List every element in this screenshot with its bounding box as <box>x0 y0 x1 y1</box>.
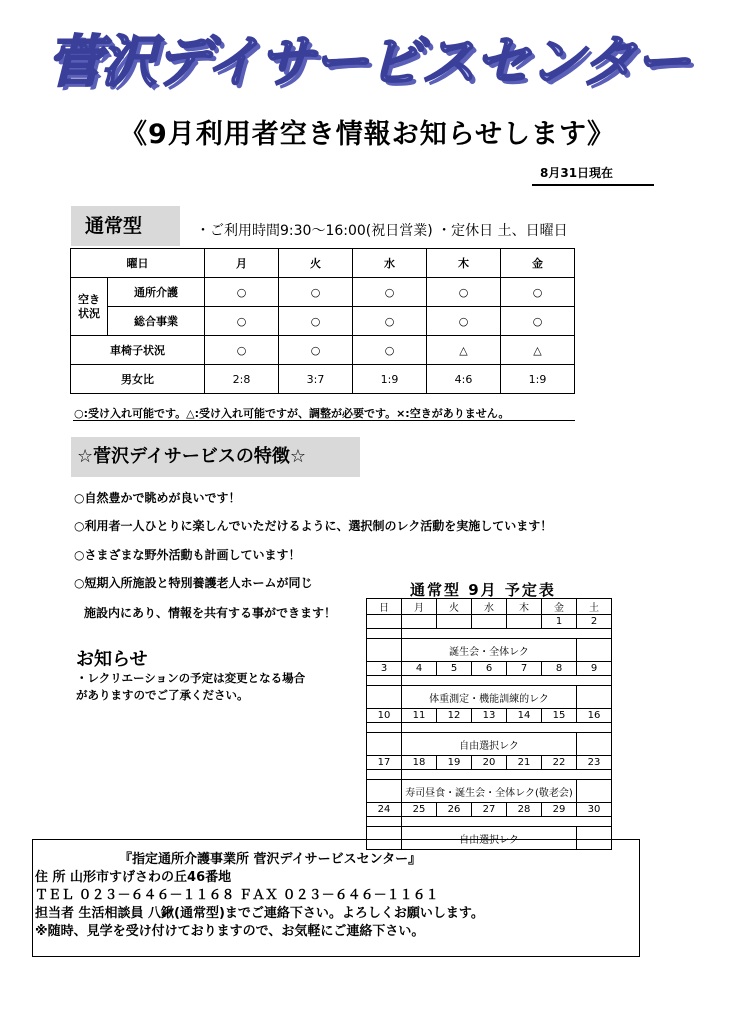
date-cell: 27 <box>472 803 507 817</box>
date-cell <box>472 615 507 629</box>
visit-line: ※随時、見学を受け付けておりますので、お気軽にご連絡下さい。 <box>35 924 425 939</box>
date-cell <box>507 615 542 629</box>
row-label: 車椅子状況 <box>71 336 205 365</box>
blank-row <box>367 629 612 639</box>
event-label: 体重測定・機能訓練的レク <box>402 686 577 709</box>
date-cell: 5 <box>437 662 472 676</box>
office-name: 『指定通所介護事業所 菅沢デイサービスセンター』 <box>119 852 422 867</box>
weekday-sun: 日 <box>367 599 402 615</box>
notice-heading: お知らせ <box>76 649 148 670</box>
group-label <box>71 278 108 336</box>
weekday-wed: 水 <box>472 599 507 615</box>
event-side-cell <box>367 780 402 803</box>
feature-item: ○自然豊かで眺めが良いです！ <box>74 491 241 505</box>
table-row <box>71 249 575 278</box>
contact-box <box>32 839 640 957</box>
event-row <box>367 639 612 662</box>
availability-table <box>70 248 575 394</box>
day-fri: 金 <box>501 249 575 278</box>
event-label: 誕生会・全体レク <box>402 639 577 662</box>
contact-person-line: 担当者 生活相談員 八鍬(通常型)までご連絡下さい。よろしくお願いします。 <box>35 906 484 921</box>
event-row <box>367 780 612 803</box>
service-hours: ・ご利用時間9:30～16:00(祝日営業) ・定休日 土、日曜日 <box>196 223 568 239</box>
weekday-thu: 木 <box>507 599 542 615</box>
service-type-badge: 通常型 <box>71 206 180 246</box>
row-label: 通所介護 <box>108 278 205 307</box>
cell: ○ <box>353 336 427 365</box>
date-cell: 11 <box>402 709 437 723</box>
date-cell: 9 <box>577 662 612 676</box>
blank-row <box>367 817 612 827</box>
weekday-sat: 土 <box>577 599 612 615</box>
as-of-date: 8月31日現在 <box>540 166 614 180</box>
page-title: 《9月利用者空き情報お知らせします》 <box>120 119 615 150</box>
date-cell: 19 <box>437 756 472 770</box>
date-underline <box>532 184 654 186</box>
date-row <box>367 756 612 770</box>
table-row <box>71 307 575 336</box>
feature-item: ○利用者一人ひとりに楽しんでいただけるように、選択制のレク活動を実施しています！ <box>74 519 553 533</box>
blank-row <box>367 770 612 780</box>
day-tue: 火 <box>279 249 353 278</box>
event-side-cell <box>577 686 612 709</box>
weekday-fri: 金 <box>542 599 577 615</box>
weekday-row <box>367 599 612 615</box>
event-row <box>367 686 612 709</box>
features-heading: ☆菅沢デイサービスの特徴☆ <box>71 437 360 477</box>
date-cell <box>367 615 402 629</box>
date-cell: 6 <box>472 662 507 676</box>
group-label-line1: 空き <box>78 292 100 306</box>
day-mon: 月 <box>205 249 279 278</box>
feature-item: ○短期入所施設と特別養護老人ホームが同じ <box>74 576 313 590</box>
cell: ○ <box>427 278 501 307</box>
date-row <box>367 615 612 629</box>
phone-line: ＴＥＬ ０２３－６４６－１１６８ ＦＡＸ ０２３－６４６－１１６１ <box>35 888 439 903</box>
cell: 1:9 <box>353 365 427 394</box>
row-label: 男女比 <box>71 365 205 394</box>
date-cell: 20 <box>472 756 507 770</box>
cell: 2:8 <box>205 365 279 394</box>
feature-item: ○さまざまな野外活動も計画しています！ <box>74 548 301 562</box>
date-cell: 4 <box>402 662 437 676</box>
date-row <box>367 662 612 676</box>
group-label-line2: 状況 <box>78 306 100 320</box>
date-cell: 30 <box>577 803 612 817</box>
event-side-cell <box>367 639 402 662</box>
date-cell: 10 <box>367 709 402 723</box>
date-cell: 23 <box>577 756 612 770</box>
blank-row <box>367 676 612 686</box>
cell: ○ <box>427 307 501 336</box>
cell: 4:6 <box>427 365 501 394</box>
date-cell: 3 <box>367 662 402 676</box>
notice-text: ・レクリエーションの予定は変更となる場合がありますのでご了承ください。 <box>76 671 306 702</box>
address-line: 住 所 山形市すげさわの丘46番地 <box>35 870 232 885</box>
event-row <box>367 733 612 756</box>
table-row <box>71 365 575 394</box>
calendar-title: 通常型 9月 予定表 <box>410 581 556 599</box>
table-row <box>71 278 575 307</box>
cell: ○ <box>279 278 353 307</box>
date-cell: 12 <box>437 709 472 723</box>
logo-title: 菅沢デイサービスセンター <box>46 30 689 95</box>
row-label: 総合事業 <box>108 307 205 336</box>
date-cell: 7 <box>507 662 542 676</box>
date-cell: 24 <box>367 803 402 817</box>
event-side-cell <box>367 733 402 756</box>
table-row <box>71 336 575 365</box>
date-cell: 16 <box>577 709 612 723</box>
cell: ○ <box>279 307 353 336</box>
date-cell: 22 <box>542 756 577 770</box>
date-cell: 18 <box>402 756 437 770</box>
weekday-tue: 火 <box>437 599 472 615</box>
cell: ○ <box>205 307 279 336</box>
cell: ○ <box>353 307 427 336</box>
blank-row <box>367 723 612 733</box>
cell: ○ <box>353 278 427 307</box>
date-cell: 2 <box>577 615 612 629</box>
event-label: 寿司昼食・誕生会・全体レク(敬老会) <box>402 780 577 803</box>
date-cell: 1 <box>542 615 577 629</box>
cell: △ <box>501 336 575 365</box>
day-wed: 水 <box>353 249 427 278</box>
date-cell: 8 <box>542 662 577 676</box>
event-side-cell <box>577 780 612 803</box>
date-cell: 28 <box>507 803 542 817</box>
event-side-cell <box>577 639 612 662</box>
cell: ○ <box>501 278 575 307</box>
availability-legend: ○:受け入れ可能です。△:受け入れ可能ですが、調整が必要です。×:空きがありません。 <box>74 407 510 420</box>
cell: ○ <box>205 278 279 307</box>
date-cell: 14 <box>507 709 542 723</box>
date-row <box>367 709 612 723</box>
date-cell <box>437 615 472 629</box>
date-cell: 17 <box>367 756 402 770</box>
cell: 3:7 <box>279 365 353 394</box>
cell: ○ <box>279 336 353 365</box>
day-header: 曜日 <box>71 249 205 278</box>
feature-item: 施設内にあり、情報を共有する事ができます！ <box>84 606 337 620</box>
date-cell: 21 <box>507 756 542 770</box>
event-label: 自由選択レク <box>402 827 577 850</box>
date-cell: 13 <box>472 709 507 723</box>
day-thu: 木 <box>427 249 501 278</box>
cell: ○ <box>205 336 279 365</box>
cell: △ <box>427 336 501 365</box>
cell: 1:9 <box>501 365 575 394</box>
date-cell: 26 <box>437 803 472 817</box>
date-row <box>367 803 612 817</box>
weekday-mon: 月 <box>402 599 437 615</box>
event-side-cell <box>577 733 612 756</box>
event-side-cell <box>367 686 402 709</box>
date-cell: 29 <box>542 803 577 817</box>
cell: ○ <box>501 307 575 336</box>
date-cell <box>402 615 437 629</box>
date-cell: 25 <box>402 803 437 817</box>
legend-underline <box>73 420 575 421</box>
schedule-calendar <box>366 598 612 850</box>
date-cell: 15 <box>542 709 577 723</box>
event-label: 自由選択レク <box>402 733 577 756</box>
